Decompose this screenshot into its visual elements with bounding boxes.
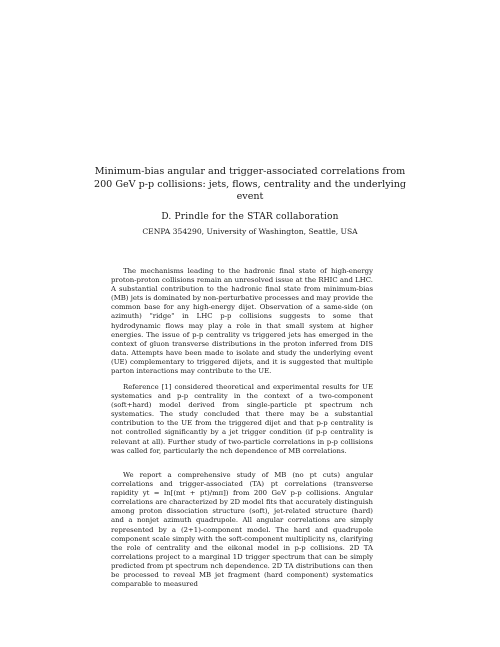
affiliation-line: CENPA 354290, University of Washington, Seattle, USA [142,227,358,236]
body-paragraph: Reference [1] considered theoretical and experimental results for UE systematics and p-p centrality in the context of a two-component (soft+hard) model derived from single-particle pt spectrum nch systematics. The study concluded that there may be a substantial contribution to the UE from the triggered dijet and that p-p centrality is not controlled significantly by a jet trigger condition (if p-p centrality is relevant at all). Further study of two-particle correlations in p-p collisions was called for, particularly the nch dependence of MB correlations. [111,383,373,455]
abstract-paragraph: The mechanisms leading to the hadronic final state of high-energy proton-proton collisions remain an unresolved issue at the RHIC and LHC. A substantial contribution to the hadronic final state from minimum-bias (MB) jets is dominated by non-perturbative processes and may provide the common base for any high-energy dijet. Observation of a same-side (on azimuth) "ridge" in LHC p-p collisions suggests to some that hydrodynamic flows may play a role in that small system at higher energies. The issue of p-p centrality vs triggered jets has emerged in the context of gluon transverse distributions in the proton inferred from DIS data. Attempts have been made to isolate and study the underlying event (UE) complementary to triggered dijets, and it is suggested that multiple parton interactions may contribute to the UE. [111,267,373,376]
author-line: D. Prindle for the STAR collaboration [161,212,339,222]
paper-title: Minimum-bias angular and trigger-associated correlations from 200 GeV p-p collisions: jets, flows, centrality and the underlying event [93,166,407,202]
body-paragraph: We report a comprehensive study of MB (no pt cuts) angular correlations and trigger-associated (TA) pt correlations (transverse rapidity yt = ln[(mt + pt)/mπ]) from 200 GeV p-p collisions. Angular correlations are characterized by 2D model fits that accurately distinguish among proton dissociation structure (soft), jet-related structure (hard) and a nonjet azimuth quadrupole. All angular correlations are simply represented by a (2+1)-component model. The hard and quadrupole component scale simply with the soft-component multiplicity ns, clarifying the role of centrality and the eikonal model in p-p collisions. 2D TA correlations project to a marginal 1D trigger spectrum that can be simply predicted from pt spectrum nch dependence. 2D TA distributions can then be processed to reveal MB jet fragment (hard component) systematics comparable to measured [111,471,373,589]
